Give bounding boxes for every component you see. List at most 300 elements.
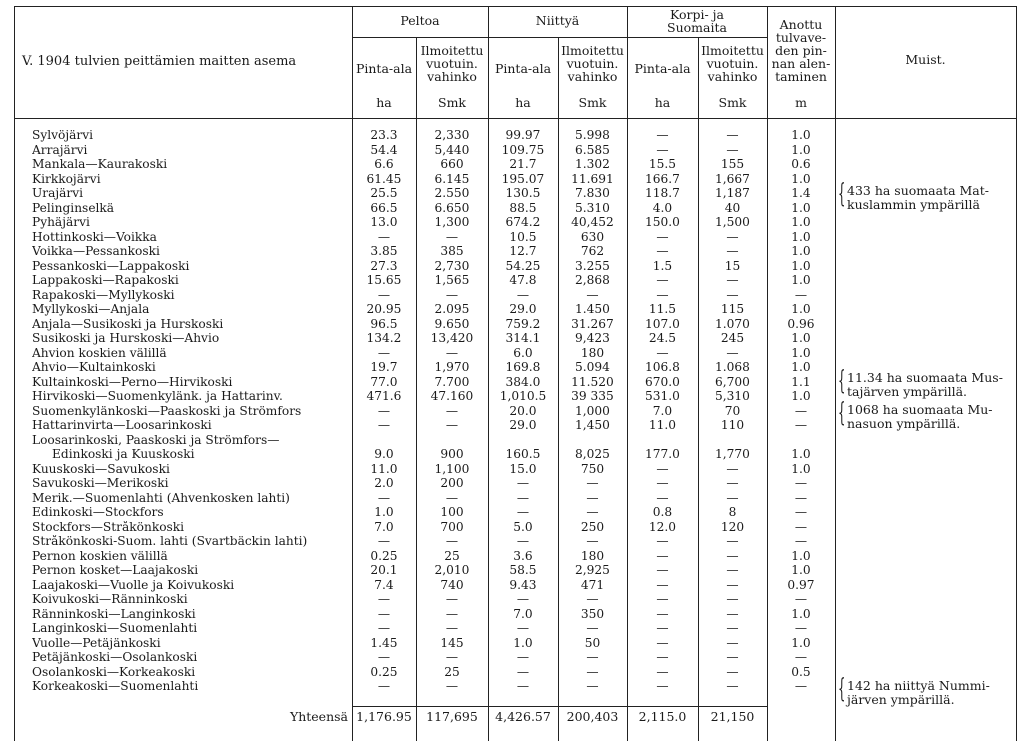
- cell-area-korpi: —: [656, 635, 669, 650]
- unit-smk-korpi: Smk: [718, 95, 747, 110]
- note-2-line1: 11.34 ha suomaata Mus-: [847, 370, 1003, 385]
- cell-area-peltoa: —: [377, 418, 391, 432]
- cell-damage-peltoa: —: [445, 418, 459, 432]
- cell-damage-peltoa: 5,440: [434, 142, 470, 157]
- cell-area-peltoa: 0.25: [370, 548, 398, 563]
- cell-area-niitty: 6.0: [513, 345, 533, 360]
- cell-area-korpi: 106.8: [645, 360, 680, 374]
- cell-area-korpi: 12.0: [648, 519, 677, 534]
- row-label: Myllykoski—Anjala: [32, 303, 150, 316]
- note-4-line2: järven ympärillä.: [847, 692, 955, 707]
- cell-lowering: 1.0: [791, 142, 811, 157]
- row-label: Stockfors—Stråkönkoski: [32, 520, 185, 534]
- cell-lowering: 1.0: [791, 128, 811, 142]
- cell-damage-korpi: —: [726, 490, 739, 505]
- cell-area-korpi: —: [656, 244, 669, 258]
- row-label: Kirkkojärvi: [32, 172, 101, 186]
- cell-area-peltoa: —: [377, 621, 391, 635]
- cell-area-niitty: 130.5: [505, 186, 541, 200]
- cell-damage-peltoa: 13,420: [430, 331, 474, 345]
- cell-damage-peltoa: 25: [444, 664, 460, 679]
- table-row: [0, 318, 835, 331]
- cell-area-peltoa: —: [377, 679, 391, 693]
- cell-area-korpi: —: [656, 664, 669, 679]
- table-row: [0, 144, 835, 157]
- cell-damage-korpi: —: [726, 621, 739, 635]
- cell-damage-peltoa: 47.160: [430, 389, 474, 403]
- cell-area-peltoa: —: [377, 490, 391, 505]
- cell-damage-niitty: 1,450: [575, 418, 610, 432]
- cell-damage-niitty: 750: [580, 461, 605, 476]
- subheader-lowering: Anottu tulvave- den pin- nan alen- taminen: [771, 17, 831, 84]
- note-3-line2: nasuon ympärillä.: [847, 416, 961, 431]
- group-header-niitty: Niittyä: [535, 13, 580, 28]
- cell-lowering: 1.4: [791, 186, 811, 200]
- cell-lowering: 1.0: [791, 548, 811, 563]
- cell-area-peltoa: 2.0: [374, 476, 394, 490]
- cell-area-korpi: —: [656, 548, 669, 563]
- cell-area-peltoa: —: [377, 650, 391, 664]
- row-label: Arrajärvi: [32, 143, 88, 157]
- cell-damage-niitty: —: [586, 592, 599, 606]
- cell-damage-niitty: 471: [580, 577, 605, 592]
- note-brace: {: [838, 398, 846, 428]
- cell-lowering: 1.0: [791, 461, 811, 476]
- cell-damage-peltoa: 2,010: [434, 563, 470, 577]
- cell-lowering: 1.0: [791, 635, 811, 650]
- cell-area-peltoa: —: [377, 403, 391, 418]
- cell-lowering: 1.0: [791, 331, 811, 345]
- cell-damage-niitty: 7.830: [575, 186, 610, 200]
- cell-damage-peltoa: 7.700: [434, 374, 470, 389]
- subheader-area-niitty: Pinta-ala: [494, 61, 552, 76]
- cell-damage-korpi: —: [726, 534, 739, 548]
- cell-area-korpi: 531.0: [645, 389, 680, 403]
- cell-lowering: 1.0: [791, 563, 811, 577]
- cell-lowering: 0.96: [787, 316, 815, 331]
- cell-lowering: —: [794, 592, 808, 606]
- cell-area-peltoa: —: [377, 534, 391, 548]
- cell-damage-niitty: 250: [580, 519, 605, 534]
- cell-damage-korpi: 1,187: [715, 186, 750, 200]
- row-label: Urajärvi: [32, 187, 84, 200]
- row-label: Pelinginselkä: [32, 201, 115, 215]
- cell-damage-korpi: —: [726, 592, 739, 606]
- cell-damage-peltoa: —: [445, 490, 459, 505]
- total-damage-niitty: 200,403: [566, 709, 619, 724]
- cell-lowering: 1.0: [791, 171, 811, 186]
- row-label: Ränninkoski—Langinkoski: [32, 607, 196, 621]
- row-label: Edinkoski—Stockfors: [32, 506, 164, 519]
- unit-ha-niitty: ha: [515, 95, 531, 110]
- frame-line-top: [14, 6, 1017, 7]
- row-label: Stråkönkoski-Suom. lahti (Svartbäckin lahti): [32, 535, 308, 548]
- row-label: Vuolle—Petäjänkoski: [32, 636, 161, 650]
- row-label: Pyhäjärvi: [32, 216, 90, 229]
- cell-lowering: 1.0: [791, 200, 811, 215]
- cell-area-peltoa: 9.0: [374, 447, 394, 461]
- cell-damage-niitty: —: [586, 505, 599, 519]
- cell-area-peltoa: 54.4: [370, 142, 398, 157]
- cell-damage-korpi: 1,770: [715, 447, 750, 461]
- cell-area-peltoa: —: [377, 592, 391, 606]
- cell-damage-korpi: —: [726, 635, 739, 650]
- cell-damage-korpi: 120: [720, 519, 745, 534]
- row-label: Hirvikoski—Suomenkylänk. ja Hattarinv.: [32, 390, 283, 403]
- cell-area-korpi: —: [656, 142, 669, 157]
- cell-area-niitty: 99.97: [505, 128, 541, 142]
- cell-damage-niitty: 180: [580, 548, 605, 563]
- row-label: Sylvöjärvi: [32, 129, 94, 142]
- row-label: Koivukoski—Ränninkoski: [32, 593, 188, 606]
- table-row: [0, 390, 835, 403]
- frame-line-right: [1016, 6, 1017, 741]
- cell-area-korpi: 177.0: [645, 447, 680, 461]
- cell-damage-korpi: —: [726, 287, 739, 302]
- table-row: [0, 361, 835, 374]
- row-label: Ahvio—Kultainkoski: [32, 361, 156, 374]
- cell-lowering: 1.0: [791, 215, 811, 229]
- table-row: [0, 506, 835, 519]
- cell-damage-niitty: 3.255: [575, 258, 610, 273]
- cell-damage-niitty: 350: [580, 606, 605, 621]
- cell-damage-korpi: —: [726, 345, 739, 360]
- cell-area-peltoa: 7.0: [374, 519, 394, 534]
- cell-damage-peltoa: —: [445, 345, 459, 360]
- cell-area-korpi: 11.0: [648, 418, 677, 432]
- table-row: [0, 564, 835, 577]
- cell-damage-peltoa: 660: [440, 157, 464, 171]
- table-row: [0, 593, 835, 606]
- cell-area-niitty: —: [516, 664, 530, 679]
- row-label: Langinkoski—Suomenlahti: [32, 622, 198, 635]
- table-row: [0, 274, 835, 287]
- row-label: Hottinkoski—Voikka: [32, 230, 157, 244]
- total-area-peltoa: 1,176.95: [356, 709, 412, 724]
- cell-lowering: 1.0: [791, 389, 811, 403]
- cell-damage-niitty: 50: [584, 635, 601, 650]
- cell-area-niitty: 12.7: [509, 244, 537, 258]
- cell-damage-peltoa: —: [445, 287, 459, 302]
- cell-area-niitty: —: [516, 505, 530, 519]
- cell-area-niitty: 109.75: [501, 142, 545, 157]
- cell-damage-niitty: 5.094: [575, 360, 610, 374]
- cell-damage-peltoa: —: [445, 592, 459, 606]
- cell-damage-peltoa: 1,300: [434, 215, 470, 229]
- cell-damage-peltoa: —: [445, 229, 459, 244]
- cell-damage-niitty: 180: [580, 345, 605, 360]
- cell-area-peltoa: 20.1: [370, 563, 398, 577]
- cell-area-korpi: 24.5: [648, 331, 677, 345]
- unit-ha-korpi: ha: [654, 95, 671, 110]
- cell-area-korpi: —: [656, 273, 669, 287]
- cell-damage-korpi: —: [726, 606, 739, 621]
- table-row: [0, 245, 835, 258]
- row-label: Anjala—Susikoski ja Hurskoski: [32, 317, 224, 331]
- cell-area-niitty: 384.0: [505, 374, 541, 389]
- cell-area-korpi: 150.0: [645, 215, 680, 229]
- row-label: Laajakoski—Vuolle ja Koivukoski: [32, 578, 235, 592]
- cell-damage-niitty: —: [586, 650, 599, 664]
- cell-area-niitty: 759.2: [505, 316, 541, 331]
- cell-area-peltoa: 77.0: [370, 374, 398, 389]
- note-2-line2: tajärven ympärillä.: [847, 384, 968, 399]
- cell-damage-peltoa: 900: [440, 447, 464, 461]
- table-row: [0, 187, 835, 200]
- cell-damage-peltoa: 2,330: [434, 128, 470, 142]
- cell-lowering: 1.0: [791, 302, 811, 316]
- cell-area-peltoa: 6.6: [374, 157, 394, 171]
- cell-area-niitty: 88.5: [509, 200, 537, 215]
- cell-area-korpi: 1.5: [652, 258, 673, 273]
- cell-area-peltoa: 23.3: [370, 128, 398, 142]
- cell-damage-peltoa: 9.650: [434, 316, 470, 331]
- cell-damage-niitty: 2,868: [575, 273, 610, 287]
- cell-area-peltoa: 0.25: [370, 664, 398, 679]
- cell-area-niitty: 9.43: [509, 577, 537, 592]
- cell-area-niitty: —: [516, 534, 530, 548]
- cell-area-niitty: 47.8: [509, 273, 537, 287]
- cell-damage-niitty: —: [586, 534, 599, 548]
- cell-damage-peltoa: 740: [440, 577, 464, 592]
- cell-area-niitty: —: [516, 592, 530, 606]
- cell-lowering: —: [794, 519, 808, 534]
- cell-area-korpi: —: [656, 229, 669, 244]
- cell-damage-korpi: 110: [720, 418, 745, 432]
- cell-damage-peltoa: 1,565: [434, 273, 470, 287]
- cell-damage-korpi: —: [726, 577, 739, 592]
- cell-damage-korpi: —: [726, 476, 739, 490]
- cell-area-peltoa: —: [377, 229, 391, 244]
- table-row: [0, 680, 835, 693]
- frame-line-anottu-end: [835, 6, 836, 741]
- note-4-line1: 142 ha niittyä Nummi-: [847, 678, 990, 693]
- row-label: Loosarinkoski, Paaskoski ja Strömfors—: [32, 433, 280, 447]
- table-row: [0, 521, 835, 534]
- cell-damage-korpi: —: [726, 229, 739, 244]
- row-label: Osolankoski—Korkeakoski: [32, 665, 196, 679]
- cell-area-korpi: —: [656, 606, 669, 621]
- cell-lowering: 1.0: [791, 273, 811, 287]
- cell-area-niitty: 20.0: [509, 403, 537, 418]
- cell-damage-niitty: 1.302: [575, 157, 610, 171]
- cell-lowering: 1.0: [791, 244, 811, 258]
- cell-damage-niitty: 1,000: [575, 403, 610, 418]
- cell-area-korpi: 670.0: [645, 374, 680, 389]
- cell-lowering: —: [794, 403, 808, 418]
- cell-lowering: 1.1: [791, 374, 811, 389]
- table-row: [0, 303, 835, 316]
- note-brace: {: [838, 366, 846, 396]
- table-row: [0, 376, 835, 389]
- table-row: [0, 651, 835, 664]
- cell-area-peltoa: 25.5: [370, 186, 398, 200]
- cell-damage-korpi: 6,700: [715, 374, 750, 389]
- cell-damage-niitty: 630: [580, 229, 605, 244]
- cell-lowering: 0.6: [791, 157, 811, 171]
- cell-damage-peltoa: 200: [440, 476, 464, 490]
- cell-area-niitty: 169.8: [505, 360, 541, 374]
- cell-area-niitty: 3.6: [513, 548, 533, 563]
- table-row: [0, 173, 835, 186]
- cell-lowering: 1.0: [791, 345, 811, 360]
- cell-damage-peltoa: 385: [440, 244, 464, 258]
- cell-lowering: 1.0: [791, 258, 811, 273]
- table-row: [0, 202, 835, 215]
- cell-damage-niitty: 39 335: [571, 389, 614, 403]
- cell-damage-niitty: 6.585: [575, 142, 610, 157]
- row-label: Petäjänkoski—Osolankoski: [32, 651, 198, 664]
- row-label: Suomenkylänkoski—Paaskoski ja Strömfors: [32, 404, 302, 418]
- cell-area-peltoa: 7.4: [374, 577, 394, 592]
- table-row: [0, 608, 835, 621]
- table-title: V. 1904 tulvien peittämien maitten asema: [22, 54, 297, 69]
- cell-damage-peltoa: —: [445, 534, 459, 548]
- unit-m-lowering: m: [795, 95, 807, 110]
- cell-damage-niitty: 11.691: [571, 171, 614, 186]
- row-label: Pernon kosket—Laajakoski: [32, 564, 199, 577]
- frame-line-group-sub: [352, 37, 768, 38]
- cell-area-peltoa: 471.6: [366, 389, 402, 403]
- table-row: [0, 260, 835, 273]
- cell-area-niitty: 10.5: [509, 229, 537, 244]
- cell-area-niitty: 29.0: [509, 302, 537, 316]
- table-row: [0, 535, 835, 548]
- cell-area-korpi: 15.5: [648, 157, 677, 171]
- cell-damage-korpi: —: [726, 128, 739, 142]
- cell-damage-niitty: 8,025: [575, 447, 610, 461]
- cell-area-niitty: 1.0: [513, 635, 533, 650]
- table-row: [0, 622, 835, 635]
- cell-area-korpi: 166.7: [645, 171, 680, 186]
- cell-area-peltoa: 15.65: [366, 273, 402, 287]
- subheader-area-peltoa: Pinta-ala: [355, 61, 413, 76]
- cell-area-peltoa: 19.7: [370, 360, 398, 374]
- cell-area-korpi: —: [656, 534, 669, 548]
- cell-area-korpi: 7.0: [652, 403, 673, 418]
- cell-damage-korpi: 5,310: [715, 389, 750, 403]
- cell-area-peltoa: 13.0: [370, 215, 398, 229]
- cell-lowering: —: [794, 418, 808, 432]
- cell-area-korpi: —: [656, 621, 669, 635]
- cell-area-niitty: —: [516, 621, 530, 635]
- cell-damage-peltoa: —: [445, 606, 459, 621]
- cell-damage-korpi: 15: [724, 258, 741, 273]
- cell-damage-niitty: —: [586, 287, 599, 302]
- cell-area-korpi: 0.8: [652, 505, 673, 519]
- table-row: [0, 289, 835, 302]
- cell-area-korpi: —: [656, 461, 669, 476]
- cell-lowering: —: [794, 621, 808, 635]
- cell-lowering: —: [794, 490, 808, 505]
- note-1-line2: kuslammin ympärillä: [847, 197, 981, 212]
- cell-damage-peltoa: 2,730: [434, 258, 470, 273]
- cell-area-peltoa: 11.0: [370, 461, 398, 476]
- row-label: Savukoski—Merikoski: [32, 477, 169, 490]
- cell-damage-korpi: 8: [728, 505, 737, 519]
- cell-damage-peltoa: 2.095: [434, 302, 470, 316]
- cell-area-niitty: 7.0: [513, 606, 533, 621]
- cell-damage-korpi: 1.068: [715, 360, 750, 374]
- cell-damage-niitty: 2,925: [575, 563, 610, 577]
- cell-area-korpi: 107.0: [645, 316, 680, 331]
- cell-area-niitty: 58.5: [509, 563, 537, 577]
- unit-smk-peltoa: Smk: [438, 95, 466, 110]
- table-row: [0, 550, 835, 563]
- cell-area-niitty: 314.1: [505, 331, 541, 345]
- row-label: Mankala—Kaurakoski: [32, 158, 168, 171]
- cell-area-korpi: —: [656, 679, 669, 693]
- cell-damage-niitty: 40,452: [571, 215, 614, 229]
- cell-area-peltoa: 20.95: [366, 302, 402, 316]
- row-label: Edinkoski ja Kuuskoski: [52, 448, 195, 461]
- cell-area-niitty: 1,010.5: [499, 389, 547, 403]
- table-row: [0, 463, 835, 476]
- cell-damage-niitty: 11.520: [571, 374, 614, 389]
- cell-area-korpi: —: [656, 577, 669, 592]
- note-brace: {: [838, 674, 846, 704]
- note-brace: {: [838, 179, 846, 209]
- subheader-damage-niitty: Ilmoitettu vuotuin. vahinko: [561, 43, 624, 84]
- cell-damage-niitty: 5.998: [575, 128, 610, 142]
- cell-lowering: —: [794, 505, 808, 519]
- cell-damage-peltoa: —: [445, 403, 459, 418]
- cell-lowering: —: [794, 287, 808, 302]
- cell-area-peltoa: 1.45: [370, 635, 398, 650]
- cell-area-niitty: —: [516, 476, 530, 490]
- cell-damage-korpi: 1,500: [715, 215, 750, 229]
- cell-area-korpi: —: [656, 476, 669, 490]
- note-3-line1: 1068 ha suomaata Mu-: [847, 402, 993, 417]
- cell-lowering: 1.0: [791, 447, 811, 461]
- cell-area-niitty: —: [516, 490, 530, 505]
- table-row: [0, 579, 835, 592]
- table-row: [0, 405, 835, 418]
- cell-area-peltoa: 61.45: [366, 171, 402, 186]
- group-header-korpi: Korpi- ja Suomaita: [667, 7, 727, 35]
- table-row: [0, 434, 835, 447]
- row-label: Pessankoski—Lappakoski: [32, 259, 190, 273]
- cell-area-korpi: —: [656, 128, 669, 142]
- cell-damage-peltoa: 1,100: [434, 461, 470, 476]
- cell-damage-niitty: 1.450: [575, 302, 610, 316]
- cell-damage-peltoa: —: [445, 679, 459, 693]
- frame-line-header-bottom: [14, 118, 1017, 119]
- cell-damage-korpi: —: [726, 650, 739, 664]
- cell-area-niitty: —: [516, 287, 530, 302]
- cell-area-peltoa: —: [377, 345, 391, 360]
- row-label: Ahvion koskien välillä: [32, 346, 167, 360]
- cell-damage-niitty: —: [586, 664, 599, 679]
- cell-damage-niitty: —: [586, 490, 599, 505]
- table-row: [0, 347, 835, 360]
- subheader-area-korpi: Pinta-ala: [634, 61, 691, 76]
- cell-lowering: —: [794, 650, 808, 664]
- cell-area-niitty: 674.2: [505, 215, 541, 229]
- cell-area-niitty: —: [516, 650, 530, 664]
- cell-damage-peltoa: 6.145: [434, 171, 470, 186]
- cell-lowering: 1.0: [791, 229, 811, 244]
- cell-damage-niitty: 5.310: [575, 200, 610, 215]
- total-area-korpi: 2,115.0: [638, 709, 687, 724]
- cell-area-peltoa: 1.0: [374, 505, 394, 519]
- cell-damage-peltoa: 145: [440, 635, 464, 650]
- note-1-line1: 433 ha suomaata Mat-: [847, 183, 990, 198]
- cell-damage-korpi: —: [726, 461, 739, 476]
- group-header-peltoa: Peltoa: [400, 13, 440, 28]
- table-row: [0, 666, 835, 679]
- cell-damage-peltoa: 700: [440, 519, 464, 534]
